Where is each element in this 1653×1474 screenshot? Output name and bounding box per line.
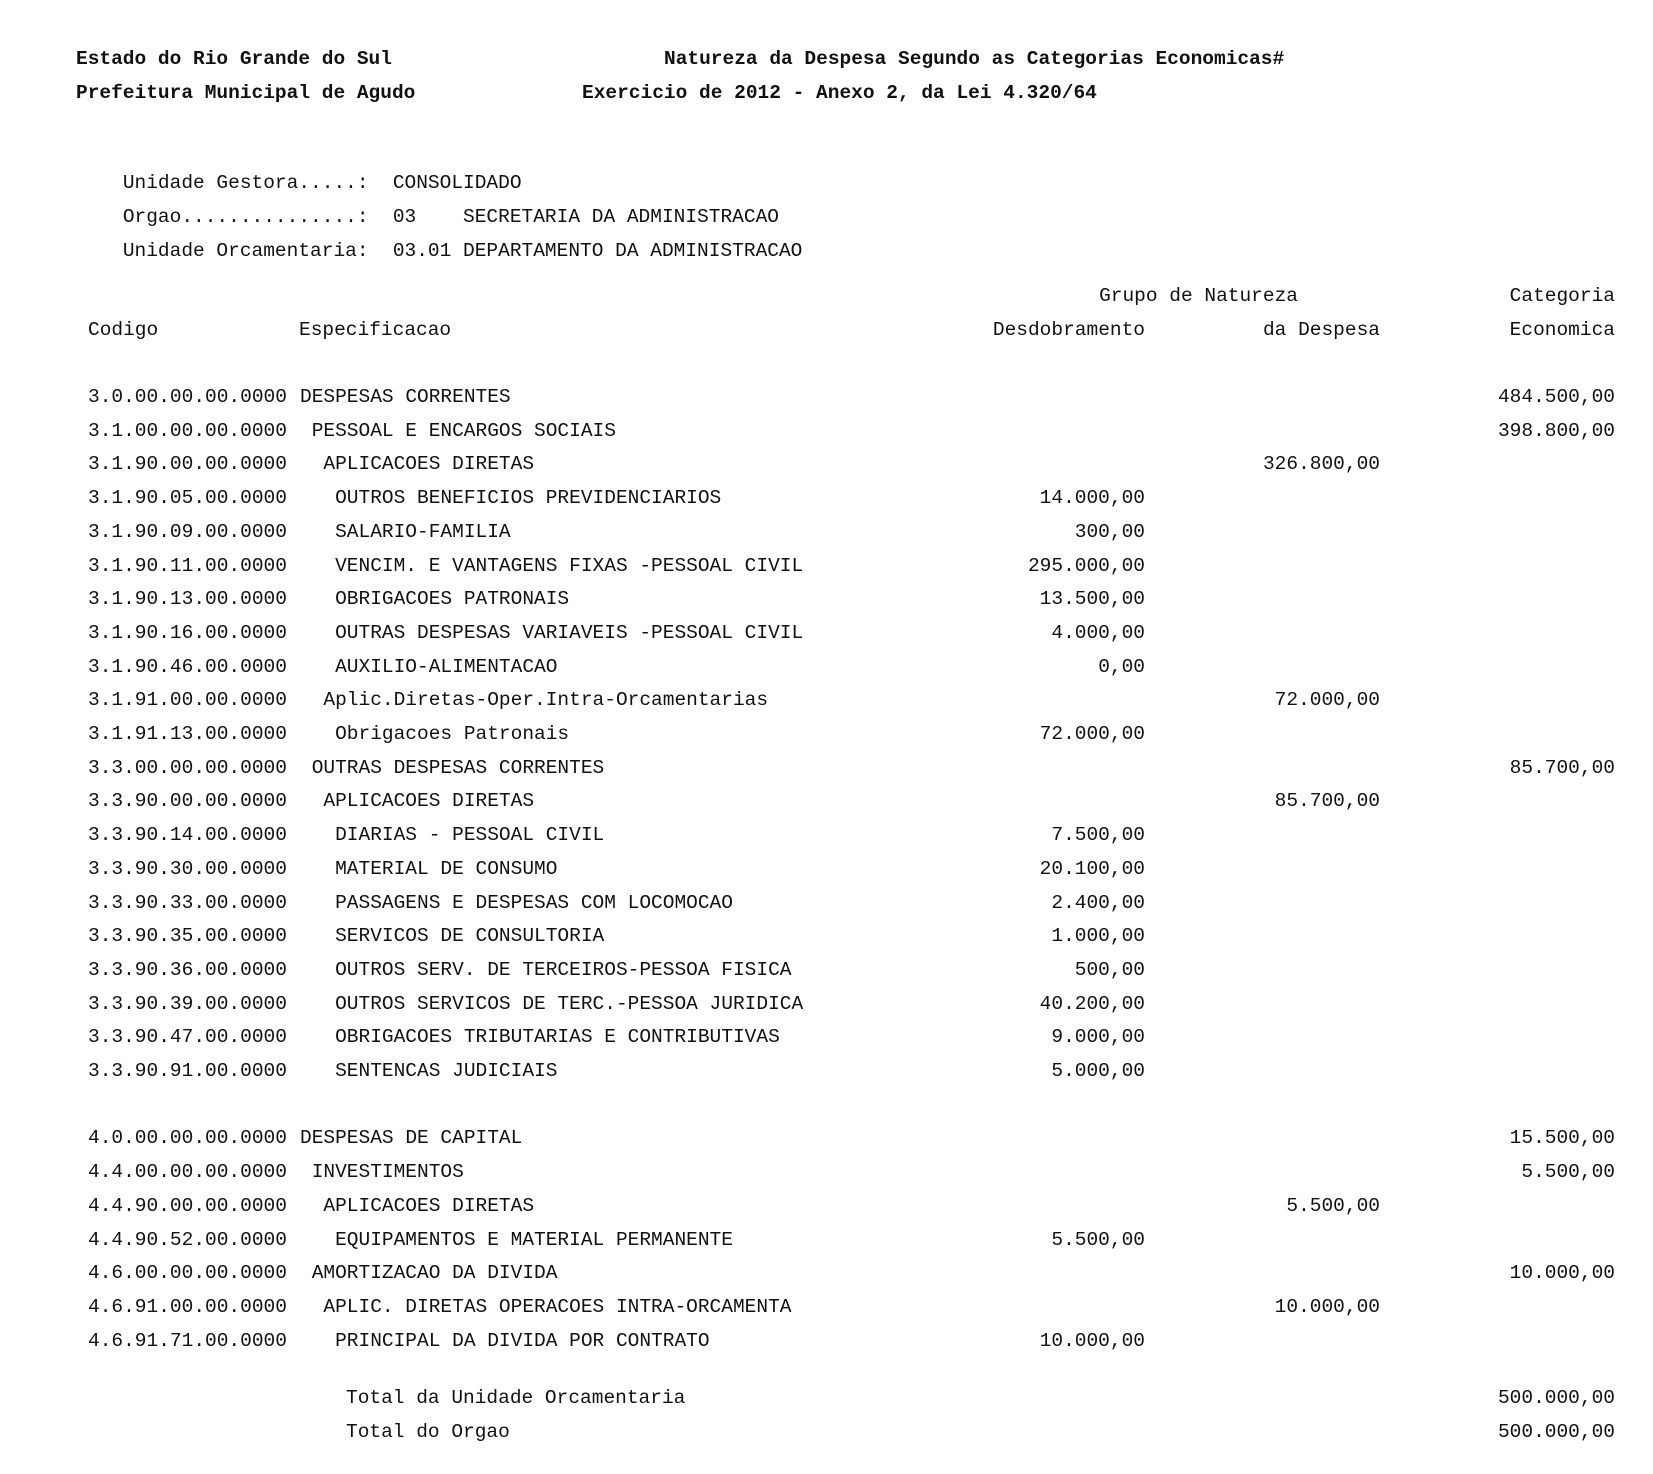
row-desdobramento: 9.000,00 <box>1051 1026 1145 1048</box>
table-row <box>0 1262 1653 1284</box>
total-value: 500.000,00 <box>1497 1421 1615 1443</box>
row-code: 4.0.00.00.00.0000 <box>88 1127 287 1149</box>
col-header-codigo: Codigo <box>88 319 159 341</box>
table-row <box>0 588 1653 610</box>
report-title: Natureza da Despesa Segundo as Categorias Economicas# <box>664 48 1285 70</box>
row-grupo-natureza: 72.000,00 <box>1274 689 1380 711</box>
row-code: 4.6.00.00.00.0000 <box>88 1262 287 1284</box>
table-row <box>0 420 1653 442</box>
row-grupo-natureza: 5.500,00 <box>1286 1195 1380 1217</box>
row-desdobramento: 300,00 <box>1074 521 1145 543</box>
col-header-especificacao: Especificacao <box>299 319 452 341</box>
orgao-value: 03 SECRETARIA DA ADMINISTRACAO <box>392 206 779 228</box>
row-code: 4.4.90.52.00.0000 <box>88 1229 287 1251</box>
row-description: SALARIO-FAMILIA <box>335 521 511 543</box>
row-description: DIARIAS - PESSOAL CIVIL <box>335 824 605 846</box>
table-row <box>0 1330 1653 1352</box>
table-row <box>0 723 1653 745</box>
row-code: 4.4.90.00.00.0000 <box>88 1195 287 1217</box>
row-description: OUTROS BENEFICIOS PREVIDENCIARIOS <box>335 487 722 509</box>
row-code: 3.1.91.13.00.0000 <box>88 723 287 745</box>
table-row <box>0 487 1653 509</box>
row-description: MATERIAL DE CONSUMO <box>335 858 558 880</box>
row-code: 3.3.90.47.00.0000 <box>88 1026 287 1048</box>
row-desdobramento: 72.000,00 <box>1039 723 1145 745</box>
row-description: DESPESAS DE CAPITAL <box>300 1127 523 1149</box>
unidade-gestora-label: Unidade Gestora.....: <box>122 172 369 194</box>
row-description: APLICACOES DIRETAS <box>323 790 535 812</box>
table-row <box>0 1026 1653 1048</box>
col-header-grupo-line2: da Despesa <box>1262 319 1380 341</box>
row-description: APLICACOES DIRETAS <box>323 453 535 475</box>
table-row <box>0 858 1653 880</box>
row-description: Aplic.Diretas-Oper.Intra-Orcamentarias <box>323 689 769 711</box>
row-desdobramento: 10.000,00 <box>1039 1330 1145 1352</box>
row-code: 3.3.90.36.00.0000 <box>88 959 287 981</box>
row-categoria-economica: 484.500,00 <box>1497 386 1615 408</box>
row-desdobramento: 14.000,00 <box>1039 487 1145 509</box>
row-description: OUTROS SERVICOS DE TERC.-PESSOA JURIDICA <box>335 993 804 1015</box>
row-description: AMORTIZACAO DA DIVIDA <box>311 1262 558 1284</box>
row-code: 3.1.90.09.00.0000 <box>88 521 287 543</box>
row-description: AUXILIO-ALIMENTACAO <box>335 656 558 678</box>
row-description: EQUIPAMENTOS E MATERIAL PERMANENTE <box>335 1229 733 1251</box>
row-code: 3.1.90.11.00.0000 <box>88 555 287 577</box>
col-header-categoria-line1: Categoria <box>1509 285 1615 307</box>
row-code: 3.3.00.00.00.0000 <box>88 757 287 779</box>
table-row <box>0 656 1653 678</box>
table-row <box>0 689 1653 711</box>
report-subtitle: Exercicio de 2012 - Anexo 2, da Lei 4.320/64 <box>582 82 1097 104</box>
row-desdobramento: 500,00 <box>1074 959 1145 981</box>
row-categoria-economica: 5.500,00 <box>1521 1161 1615 1183</box>
table-row <box>0 1229 1653 1251</box>
table-row <box>0 790 1653 812</box>
total-value: 500.000,00 <box>1497 1387 1615 1409</box>
row-code: 3.3.90.35.00.0000 <box>88 925 287 947</box>
row-desdobramento: 5.500,00 <box>1051 1229 1145 1251</box>
row-code: 3.0.00.00.00.0000 <box>88 386 287 408</box>
table-row <box>0 925 1653 947</box>
row-grupo-natureza: 10.000,00 <box>1274 1296 1380 1318</box>
col-header-grupo-line1: Grupo de Natureza <box>1099 285 1298 307</box>
total-label: Total do Orgao <box>346 1421 510 1443</box>
row-code: 3.3.90.00.00.0000 <box>88 790 287 812</box>
row-desdobramento: 13.500,00 <box>1039 588 1145 610</box>
row-description: OBRIGACOES TRIBUTARIAS E CONTRIBUTIVAS <box>335 1026 780 1048</box>
total-row <box>0 1421 1653 1443</box>
unidade-orcamentaria-label: Unidade Orcamentaria: <box>122 240 369 262</box>
row-categoria-economica: 398.800,00 <box>1497 420 1615 442</box>
row-description: OUTROS SERV. DE TERCEIROS-PESSOA FISICA <box>335 959 792 981</box>
table-row <box>0 521 1653 543</box>
row-code: 4.6.91.00.00.0000 <box>88 1296 287 1318</box>
table-row <box>0 1060 1653 1082</box>
col-header-desdobramento: Desdobramento <box>992 319 1145 341</box>
table-row <box>0 1195 1653 1217</box>
row-description: PESSOAL E ENCARGOS SOCIAIS <box>311 420 616 442</box>
row-categoria-economica: 85.700,00 <box>1509 757 1615 779</box>
row-description: OUTRAS DESPESAS CORRENTES <box>311 757 605 779</box>
row-code: 3.1.90.05.00.0000 <box>88 487 287 509</box>
orgao-label: Orgao...............: <box>122 206 369 228</box>
row-description: OBRIGACOES PATRONAIS <box>335 588 570 610</box>
row-code: 3.3.90.91.00.0000 <box>88 1060 287 1082</box>
row-desdobramento: 4.000,00 <box>1051 622 1145 644</box>
table-row <box>0 386 1653 408</box>
row-description: VENCIM. E VANTAGENS FIXAS -PESSOAL CIVIL <box>335 555 804 577</box>
table-row <box>0 453 1653 475</box>
row-code: 3.3.90.33.00.0000 <box>88 892 287 914</box>
table-row <box>0 622 1653 644</box>
row-categoria-economica: 15.500,00 <box>1509 1127 1615 1149</box>
row-code: 3.1.90.46.00.0000 <box>88 656 287 678</box>
row-desdobramento: 40.200,00 <box>1039 993 1145 1015</box>
row-desdobramento: 7.500,00 <box>1051 824 1145 846</box>
row-description: PRINCIPAL DA DIVIDA POR CONTRATO <box>335 1330 710 1352</box>
row-desdobramento: 2.400,00 <box>1051 892 1145 914</box>
row-description: APLIC. DIRETAS OPERACOES INTRA-ORCAMENTA <box>323 1296 792 1318</box>
row-desdobramento: 295.000,00 <box>1027 555 1145 577</box>
unidade-orcamentaria-value: 03.01 DEPARTAMENTO DA ADMINISTRACAO <box>392 240 803 262</box>
row-code: 3.3.90.39.00.0000 <box>88 993 287 1015</box>
info-unidade-orcamentaria <box>76 218 802 284</box>
row-description: SERVICOS DE CONSULTORIA <box>335 925 605 947</box>
row-code: 3.1.90.00.00.0000 <box>88 453 287 475</box>
row-desdobramento: 1.000,00 <box>1051 925 1145 947</box>
table-row <box>0 892 1653 914</box>
row-grupo-natureza: 326.800,00 <box>1262 453 1380 475</box>
row-categoria-economica: 10.000,00 <box>1509 1262 1615 1284</box>
row-desdobramento: 5.000,00 <box>1051 1060 1145 1082</box>
header-state: Estado do Rio Grande do Sul <box>76 48 392 70</box>
table-row <box>0 993 1653 1015</box>
table-row <box>0 824 1653 846</box>
table-row <box>0 1127 1653 1149</box>
row-description: APLICACOES DIRETAS <box>323 1195 535 1217</box>
row-code: 4.4.00.00.00.0000 <box>88 1161 287 1183</box>
row-desdobramento: 20.100,00 <box>1039 858 1145 880</box>
col-header-categoria-line2: Economica <box>1509 319 1615 341</box>
row-code: 3.1.00.00.00.0000 <box>88 420 287 442</box>
row-description: SENTENCAS JUDICIAIS <box>335 1060 558 1082</box>
row-code: 3.1.90.16.00.0000 <box>88 622 287 644</box>
row-code: 3.1.91.00.00.0000 <box>88 689 287 711</box>
total-label: Total da Unidade Orcamentaria <box>346 1387 686 1409</box>
row-code: 4.6.91.71.00.0000 <box>88 1330 287 1352</box>
row-code: 3.3.90.30.00.0000 <box>88 858 287 880</box>
row-grupo-natureza: 85.700,00 <box>1274 790 1380 812</box>
row-description: Obrigacoes Patronais <box>335 723 570 745</box>
row-code: 3.1.90.13.00.0000 <box>88 588 287 610</box>
row-description: OUTRAS DESPESAS VARIAVEIS -PESSOAL CIVIL <box>335 622 804 644</box>
table-row <box>0 1161 1653 1183</box>
unidade-gestora-value: CONSOLIDADO <box>392 172 522 194</box>
table-row <box>0 757 1653 779</box>
row-description: INVESTIMENTOS <box>311 1161 464 1183</box>
header-municipality: Prefeitura Municipal de Agudo <box>76 82 416 104</box>
row-description: PASSAGENS E DESPESAS COM LOCOMOCAO <box>335 892 733 914</box>
row-code: 3.3.90.14.00.0000 <box>88 824 287 846</box>
table-row <box>0 1296 1653 1318</box>
table-row <box>0 959 1653 981</box>
table-row <box>0 555 1653 577</box>
row-desdobramento: 0,00 <box>1098 656 1145 678</box>
total-row <box>0 1387 1653 1409</box>
row-description: DESPESAS CORRENTES <box>300 386 511 408</box>
